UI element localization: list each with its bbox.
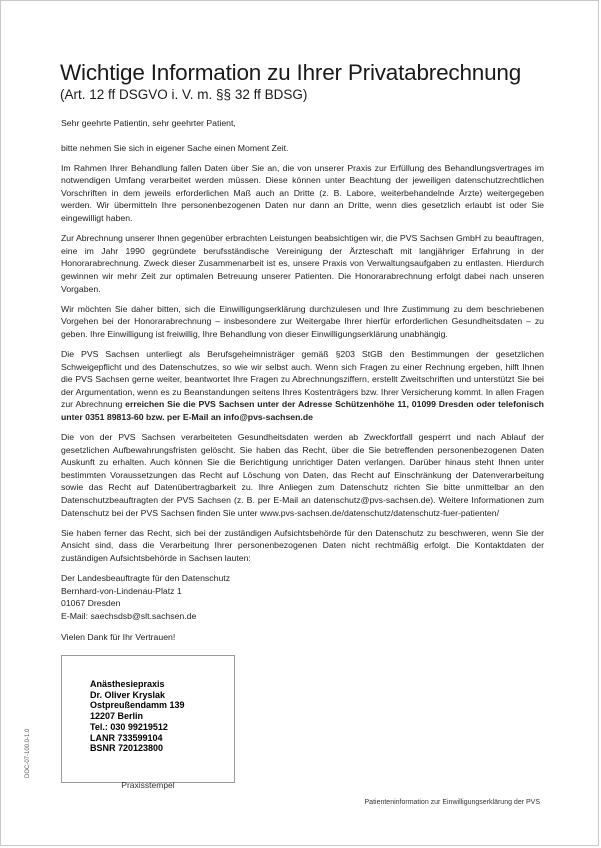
page-title: Wichtige Information zu Ihrer Privatabrechnung [60, 60, 522, 85]
authority-email: E-Mail: saechsdsb@slt.sachsen.de [61, 610, 197, 621]
thanks-line: Vielen Dank für Ihr Vertrauen! [61, 632, 176, 643]
stamp-line: LANR 733599104 [90, 732, 163, 743]
stamp-line: Anästhesiepraxis [90, 679, 165, 689]
paragraph-consent-request: Wir möchten Sie daher bitten, sich die Einwilligungserklärung durchzulesen und Ihre Zustimmung zu dem beschriebenen Vorgehen bei der Honorarabrechnung – insbesondere zur Weitergabe Ihrer hierfür erforderlichen Gesundheitsdaten – zu geben. Ihre Einwilligung ist freiwillig, Ihre Behandlung von dieser Einwilligungserklärung unabhängig. [61, 303, 544, 339]
paragraph-pvs-billing: Zur Abrechnung unserer Ihnen gegenüber erbrachten Leistungen beabsichtigen wir, die PVS Sachsen GmbH zu beauftragen, eine im Jahr 1990 gegründete berufsständische Vereinigung der Ärzteschaft mit langjähriger Erfahrung in der Honorarabrechnung. Zweck dieser Zusammenarbeit ist es, unsere Praxis von Verwaltungsaufgaben zu entlasten. Hierdurch gewinnen wir mehr Zeit zur optimalen Betreuung unserer Patienten. Die Honorarabrechnung erfolgt dabei nach unseren Vorgaben. [61, 233, 544, 294]
footer-note: Patienteninformation zur Einwilligungserklärung der PVS [364, 799, 540, 806]
stamp-line: Dr. Oliver Kryslak [90, 689, 166, 700]
authority-address [61, 572, 544, 622]
paragraph-complaint-right: Sie haben ferner das Recht, sich bei der zuständigen Aufsichtsbehörde für den Datenschutz zu beschweren, wenn Sie der Ansicht sind, dass die Verarbeitung Ihrer personenbezogenen Daten nicht rechtmäßig erfolgt. Die Kontaktdaten der zuständigen Aufsichtsbehörde in Sachsen lauten: [61, 527, 544, 563]
document-code: DOC-07-100.0-1.0 [25, 728, 31, 778]
stamp-caption: Praxisstempel [121, 780, 175, 790]
practice-stamp [90, 679, 185, 754]
intro-paragraph: bitte nehmen Sie sich in eigener Sache einen Moment Zeit. [61, 142, 289, 153]
paragraph-data-rights: Die von der PVS Sachsen verarbeiteten Gesundheitsdaten werden ab Zweckfortfall gesperrt und nach Ablauf der gesetzlichen Aufbewahrungsfristen gelöscht. Sie haben das Recht, über die Sie betreffenden personenbezogenen Daten Auskunft zu erhalten. Auch können Sie die Berichtigung unrichtiger Daten verlangen. Darüber hinaus steht Ihnen unter bestimmten Voraussetzungen das Recht auf Löschung von Daten, das Recht auf Einschränkung der Datenverarbeitung sowie das Recht auf Datenübertragbarkeit zu. Ihre Anliegen zum Datenschutz richten Sie bitte unmittelbar an den Datenschutzbeauftragten der PVS Sachsen (z. B. per E-Mail an datenschutz@pvs-sachsen.de). Weitere Informationen zum Datenschutz bei der PVS Sachsen finden Sie unter www.pvs-sachsen.de/datenschutz/datenschutz-fuer-patienten/ [61, 431, 544, 518]
paragraph-treatment-data: Im Rahmen Ihrer Behandlung fallen Daten über Sie an, die von unserer Praxis zur Erfüllung des Behandlungsvertrages im notwendigen Umfang verarbeitet werden müssen. Diese können unter Beachtung der jeweiligen datenschutzrechtlichen Vorschriften in dem jeweils erforderlichen Maß auch an Dritte (z. B. Labore, weiterbehandelnde Ärzte) weitergegeben werden. Wir übermitteln Ihre personenbezogenen Daten nur dann an Dritte, wenn dies gesetzlich erlaubt ist oder Sie eingewilligt haben. [61, 162, 544, 224]
stamp-line: Ostpreußendamm 139 [90, 700, 185, 711]
stamp-line: Tel.: 030 99219512 [90, 721, 168, 732]
stamp-line: BSNR 720123800 [90, 743, 164, 754]
salutation: Sehr geehrte Patientin, sehr geehrter Patient, [61, 118, 236, 128]
pvs-contact-bold: erreichen Sie die PVS Sachsen unter der Adresse Schützenhöhe 11, 01099 Dresden oder telefonisch unter 0351 89813-60 bzw. per E-Mail an info@pvs-sachsen.de [61, 399, 544, 422]
practice-stamp-box [61, 655, 235, 790]
authority-street: Bernhard-von-Lindenau-Platz 1 [61, 585, 182, 596]
confidentiality-text: Die PVS Sachsen unterliegt als Berufsgeheimnisträger gemäß §203 StGB den Bestimmungen der gesetzlichen Schweigepflicht und des Datenschutzes, so wie wir selbst auch. Wenn sich Fragen zu einer Rechnung ergeben, hilft Ihnen die PVS Sachsen gerne weiter, beantwortet Ihre Fragen zu Abrechnungsziffern, erstellt Zweitschriften und unterstützt Sie bei der Argumentation, wenn es zu Beanstandungen seitens Ihres Kostenträgers bzw. Ihrer Versicherung kommt. In allen Fragen zur Abrechnung [61, 348, 544, 410]
stamp-line: 12207 Berlin [90, 711, 144, 722]
document-body [61, 117, 544, 651]
authority-name: Der Landesbeauftragte für den Datenschutz [61, 572, 231, 583]
paragraph-confidentiality [61, 348, 544, 424]
page-subtitle: (Art. 12 ff DSGVO i. V. m. §§ 32 ff BDSG) [60, 87, 308, 102]
authority-city: 01067 Dresden [61, 598, 121, 609]
